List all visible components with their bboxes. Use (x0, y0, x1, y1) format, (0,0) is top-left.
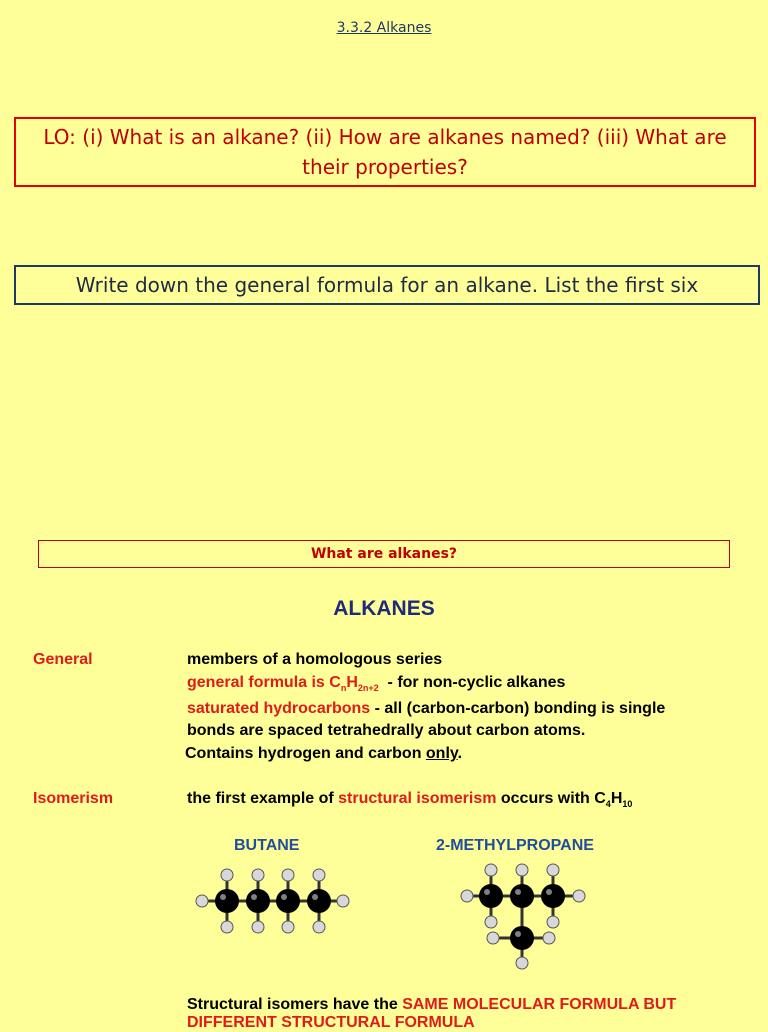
methylpropane-label: 2-METHYLPROPANE (436, 837, 594, 854)
page-title: 3.3.2 Alkanes (336, 20, 432, 36)
only-text: only (425, 745, 458, 762)
footer-red-2: DIFFERENT STRUCTURAL FORMULA (187, 1014, 475, 1031)
c-subscript: 4 (605, 799, 611, 810)
general-line1: members of a homologous series (187, 651, 443, 668)
footer-text-a: Structural isomers have the (187, 996, 403, 1013)
structural-isomers-line (187, 996, 676, 1014)
isomerism-term: structural isomerism (338, 790, 497, 807)
formula-n: n (340, 683, 347, 694)
task-text: Write down the general formula for an alkane. List the first six (75, 273, 699, 297)
isomerism-text-b: occurs with C (496, 790, 606, 807)
formula-suffix: - for non-cyclic alkanes (387, 674, 566, 691)
isomerism-line (187, 790, 632, 809)
saturated-line (187, 700, 665, 718)
butane-molecule-diagram (190, 862, 355, 937)
formula-sub: 2n+2 (357, 683, 379, 694)
tetrahedral-line: bonds are spaced tetrahedrally about carbon atoms. (187, 722, 586, 739)
h-symbol: H (610, 790, 623, 807)
footer-red-1: SAME MOLECULAR FORMULA BUT (402, 996, 677, 1013)
saturated-rest: - all (carbon-carbon) bonding is single (374, 700, 666, 717)
section-heading: ALKANES (333, 597, 435, 620)
question-text: What are alkanes? (310, 546, 458, 562)
task-box (14, 265, 760, 305)
period-text: . (457, 745, 463, 762)
contains-line (185, 745, 462, 763)
contains-text: Contains hydrogen and carbon (185, 745, 426, 762)
saturated-term: saturated hydrocarbons (187, 700, 371, 717)
isomerism-label: Isomerism (33, 790, 114, 807)
isomerism-text-a: the first example of (187, 790, 339, 807)
formula-prefix: general formula is C (187, 674, 341, 691)
formula-h: H (346, 674, 358, 691)
general-formula-line (187, 674, 565, 693)
general-label: General (33, 651, 93, 668)
h-subscript: 10 (622, 799, 633, 810)
learning-objectives-text: LO: (i) What is an alkane? (ii) How are alkanes named? (iii) What are their properties? (43, 125, 727, 179)
methylpropane-molecule-diagram (455, 860, 595, 975)
butane-label: BUTANE (234, 837, 300, 854)
learning-objectives-box (14, 117, 756, 187)
question-box (38, 540, 730, 568)
